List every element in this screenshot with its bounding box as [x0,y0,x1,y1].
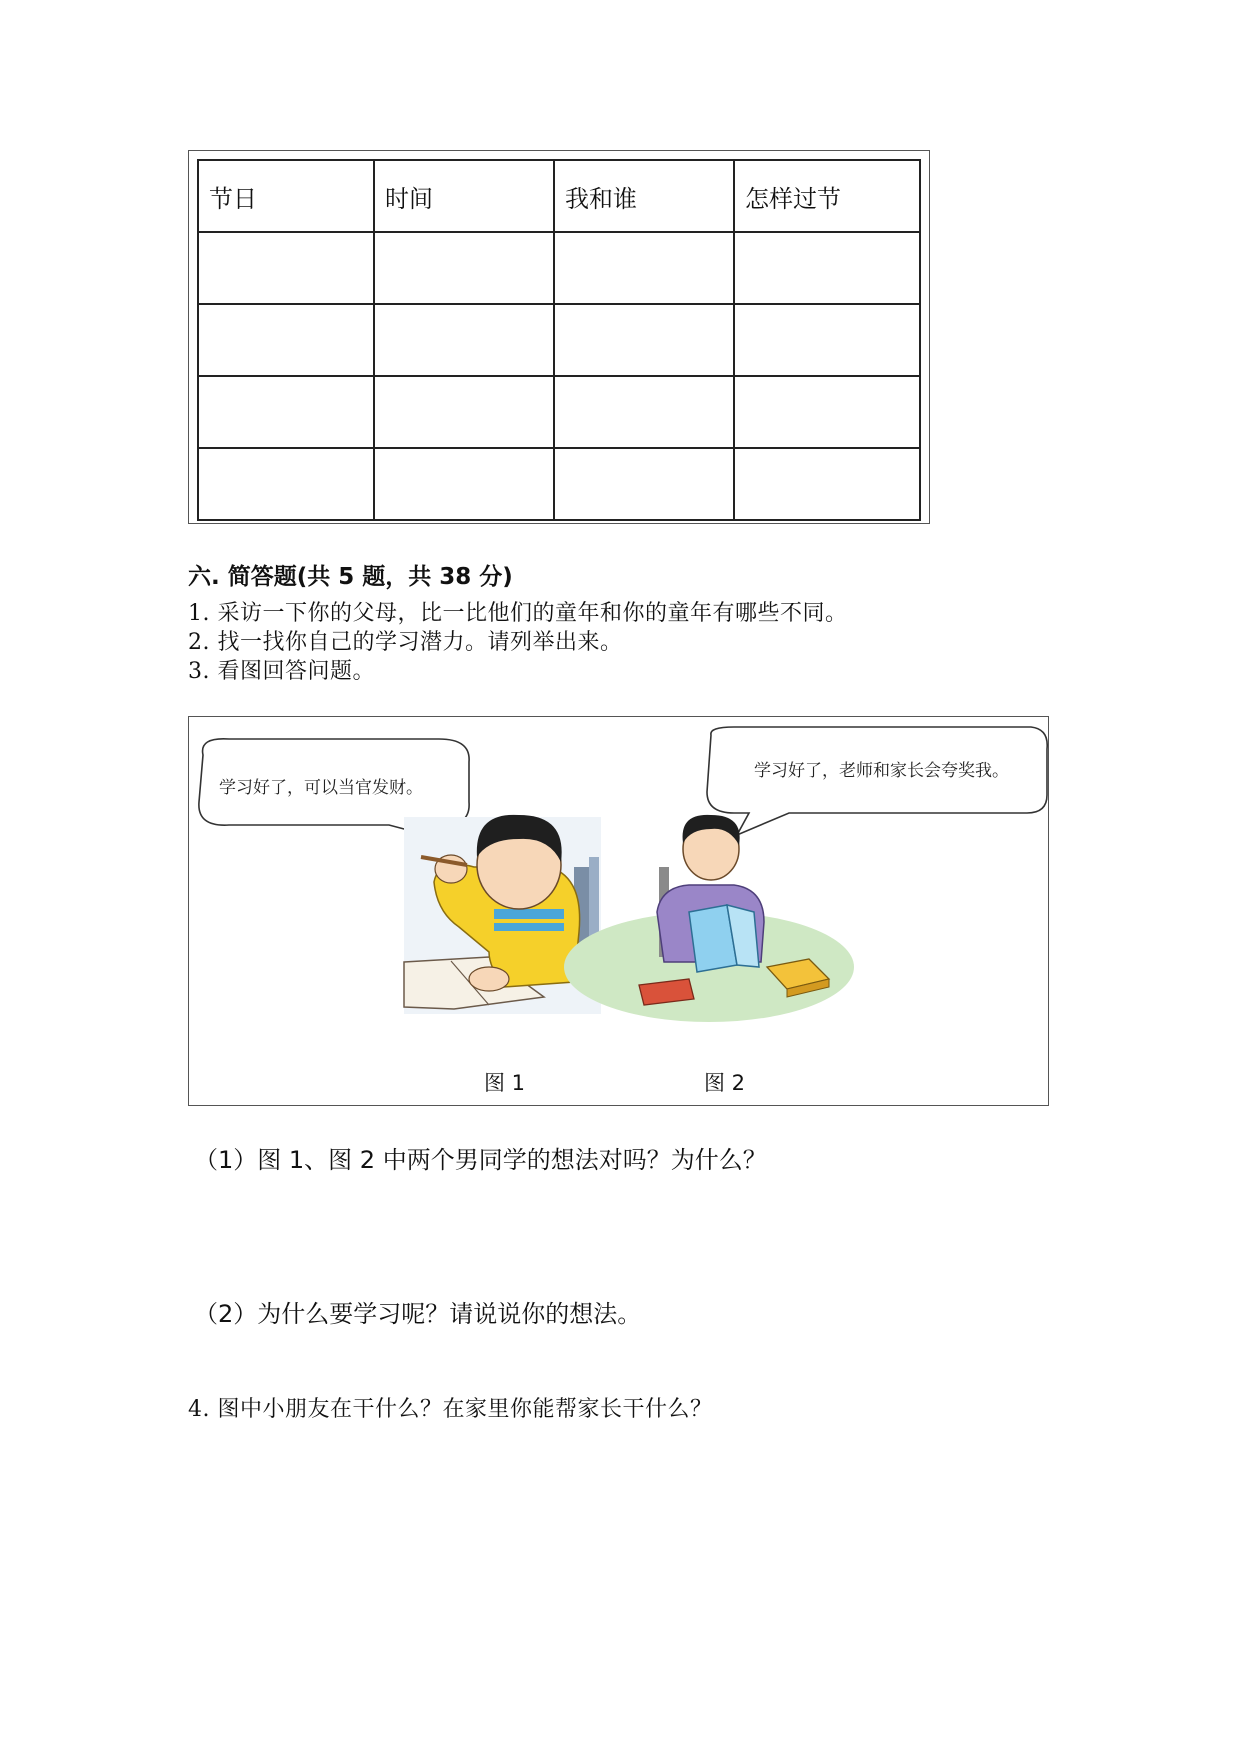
table-cell[interactable] [198,232,374,304]
table-row [198,232,920,304]
question-4: 4. 图中小朋友在干什么？在家里你能帮家长干什么？ [188,1397,713,1422]
table-cell[interactable] [198,448,374,520]
table-cell[interactable] [374,448,554,520]
question-2: 2. 找一找你自己的学习潜力。请列举出来。 [188,630,623,655]
header-how-to-celebrate: 怎样过节 [734,160,920,232]
figure-illustration [188,716,1049,1106]
table-cell[interactable] [198,376,374,448]
table-header-row [198,160,920,232]
festival-table-frame [188,150,930,524]
figure-svg [189,717,1049,1106]
table-cell[interactable] [734,232,920,304]
table-cell[interactable] [554,232,734,304]
header-with-whom: 我和谁 [554,160,734,232]
table-cell[interactable] [554,448,734,520]
boy-2-illustration [564,815,854,1022]
table-row [198,376,920,448]
table-row [198,448,920,520]
caption-figure-2: 图 2 [704,1071,746,1095]
sub-question-1: （1）图 1、图 2 中两个男同学的想法对吗？为什么？ [194,1146,767,1174]
table-row [198,304,920,376]
festival-table [197,159,921,521]
table-cell[interactable] [554,376,734,448]
header-festival: 节日 [198,160,374,232]
section-title: 六. 简答题(共 5 题，共 38 分) [188,564,513,590]
sub-question-2: （2）为什么要学习呢？请说说你的想法。 [194,1300,642,1328]
table-cell[interactable] [734,448,920,520]
table-cell[interactable] [374,376,554,448]
caption-figure-1: 图 1 [484,1071,526,1095]
question-3: 3. 看图回答问题。 [188,659,375,684]
table-cell[interactable] [734,304,920,376]
header-time: 时间 [374,160,554,232]
table-cell[interactable] [734,376,920,448]
speech-bubble-2 [707,727,1047,835]
question-1: 1. 采访一下你的父母，比一比他们的童年和你的童年有哪些不同。 [188,601,848,626]
table-cell[interactable] [374,304,554,376]
table-cell[interactable] [554,304,734,376]
bubble-2-text: 学习好了，老师和家长会夸奖我。 [754,761,1009,781]
table-cell[interactable] [374,232,554,304]
bubble-1-text: 学习好了，可以当官发财。 [219,778,423,798]
table-cell[interactable] [198,304,374,376]
